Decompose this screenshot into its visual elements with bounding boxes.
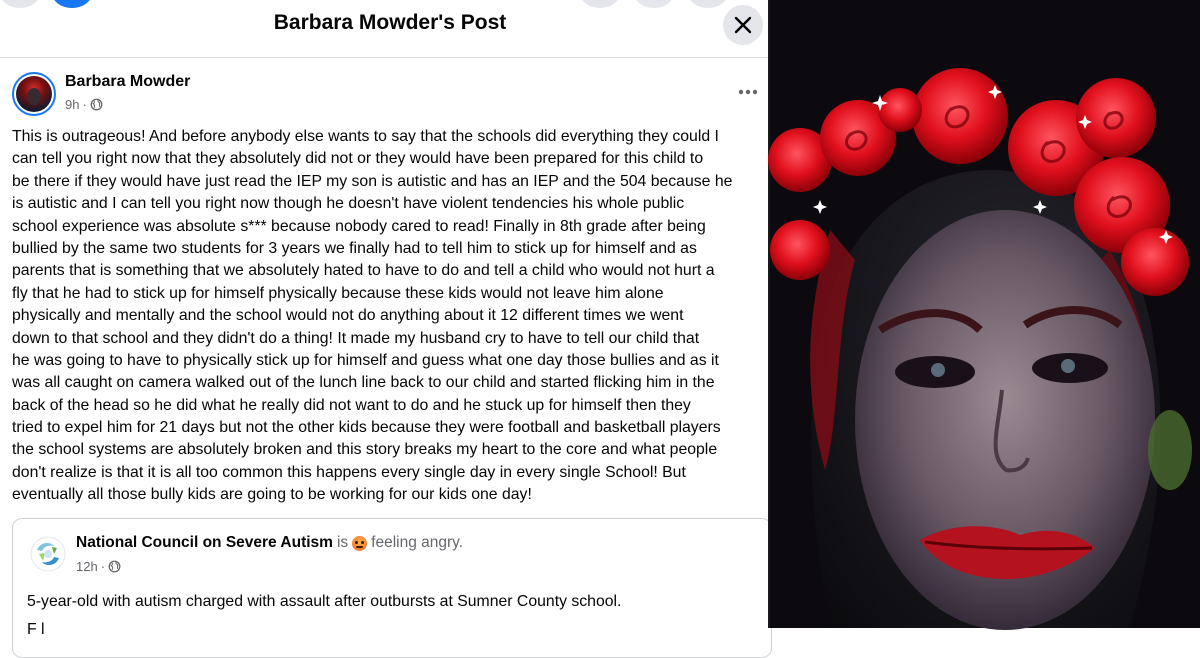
post-body-line: he was going to have to physically stick up for himself and guess what one day those bullies and as it bbox=[12, 351, 719, 369]
nav-button-partial[interactable] bbox=[0, 0, 40, 8]
post-body-line: can tell you right now that they absolutely did not or they would have been prepared for this child to bbox=[12, 150, 704, 168]
post-body-line: physically and mentally and the school would not do anything about it 12 different times we went bbox=[12, 307, 684, 325]
shared-post-header bbox=[76, 534, 463, 552]
meta-separator: · bbox=[82, 97, 87, 112]
shared-post-time[interactable]: 12h bbox=[76, 559, 98, 574]
dialog-header bbox=[0, 0, 768, 58]
woman-with-red-rose-crown-photo bbox=[770, 0, 1200, 628]
avatar-image bbox=[16, 76, 52, 112]
shared-post-card[interactable] bbox=[12, 518, 772, 658]
nav-button-partial[interactable] bbox=[634, 0, 674, 8]
feeling-text: feeling angry. bbox=[371, 534, 464, 551]
close-icon bbox=[734, 16, 752, 34]
post-body-line: was all caught on camera walked out of the lunch line back to our child and started flicking him in the bbox=[12, 374, 715, 392]
shared-page-name[interactable]: National Council on Severe Autism bbox=[76, 534, 333, 551]
post-body-line: fly that he had to stick up for himself physically because these kids would not leave him alone bbox=[12, 284, 664, 302]
post-body-line: down to that school and they didn't do a thing! It made my husband cry to have to tell our child that bbox=[12, 329, 700, 347]
page-title: Barbara Mowder's Post bbox=[273, 11, 507, 34]
post-body-line: eventually all those bully kids are going to be working for our kids one day! bbox=[12, 486, 532, 504]
shared-post-text: 5-year-old with autism charged with assault after outbursts at Sumner County school. bbox=[27, 593, 622, 610]
facebook-logo-icon[interactable] bbox=[52, 0, 92, 8]
post-meta bbox=[65, 97, 103, 112]
post-body-line: don't realize is that it is all too common this happens every single day in every single School! But bbox=[12, 463, 686, 481]
portrait-illustration bbox=[770, 0, 1200, 628]
post-body-line: tried to expel him for 21 days but not the other kids because they were football and basketball players bbox=[12, 419, 721, 437]
post-body bbox=[12, 126, 768, 507]
post-body-line: school experience was absolute s*** because nobody cared to read! Finally in 8th grade after being bbox=[12, 217, 706, 235]
shared-page-logo[interactable] bbox=[30, 536, 66, 572]
nav-button-partial[interactable] bbox=[688, 0, 728, 8]
post-body-line: be there if they would have just read the IEP my son is autistic and has an IEP and the 504 because he bbox=[12, 172, 733, 190]
post-body-line: back of the head so he did what he really did not want to do and he stuck up for himself then they bbox=[12, 396, 691, 414]
nav-button-partial[interactable] bbox=[580, 0, 620, 8]
author-name[interactable]: Barbara Mowder bbox=[65, 73, 191, 90]
globe-icon bbox=[108, 560, 121, 573]
globe-icon bbox=[90, 98, 103, 111]
meta-separator: · bbox=[100, 559, 106, 574]
close-button[interactable] bbox=[723, 5, 763, 45]
post-body-line: bullied by the same two students for 3 years we finally had to tell him to stick up for himself and as bbox=[12, 239, 697, 257]
more-options-button[interactable] bbox=[733, 80, 763, 104]
author-avatar[interactable] bbox=[12, 72, 56, 116]
angry-emoji-icon bbox=[352, 536, 367, 551]
post-body-line: is autistic and I can tell you right now though he doesn't have violent tendencies his whole public bbox=[12, 195, 685, 213]
post-body-line: This is outrageous! And before anybody else wants to say that the schools did everything they could I bbox=[12, 128, 719, 145]
post-time[interactable]: 9h bbox=[65, 97, 80, 112]
shared-post-text-cut: F l bbox=[27, 621, 45, 638]
connector-text: is bbox=[336, 534, 349, 551]
post-body-line: parents that is something that we absolutely hated to have to do and tell a child who would not hurt a bbox=[12, 262, 715, 280]
shared-post-meta bbox=[76, 559, 121, 574]
more-horizontal-icon bbox=[738, 89, 758, 95]
post-body-line: the school systems are absolutely broken and this story breaks my heart to the core and what people bbox=[12, 441, 718, 459]
